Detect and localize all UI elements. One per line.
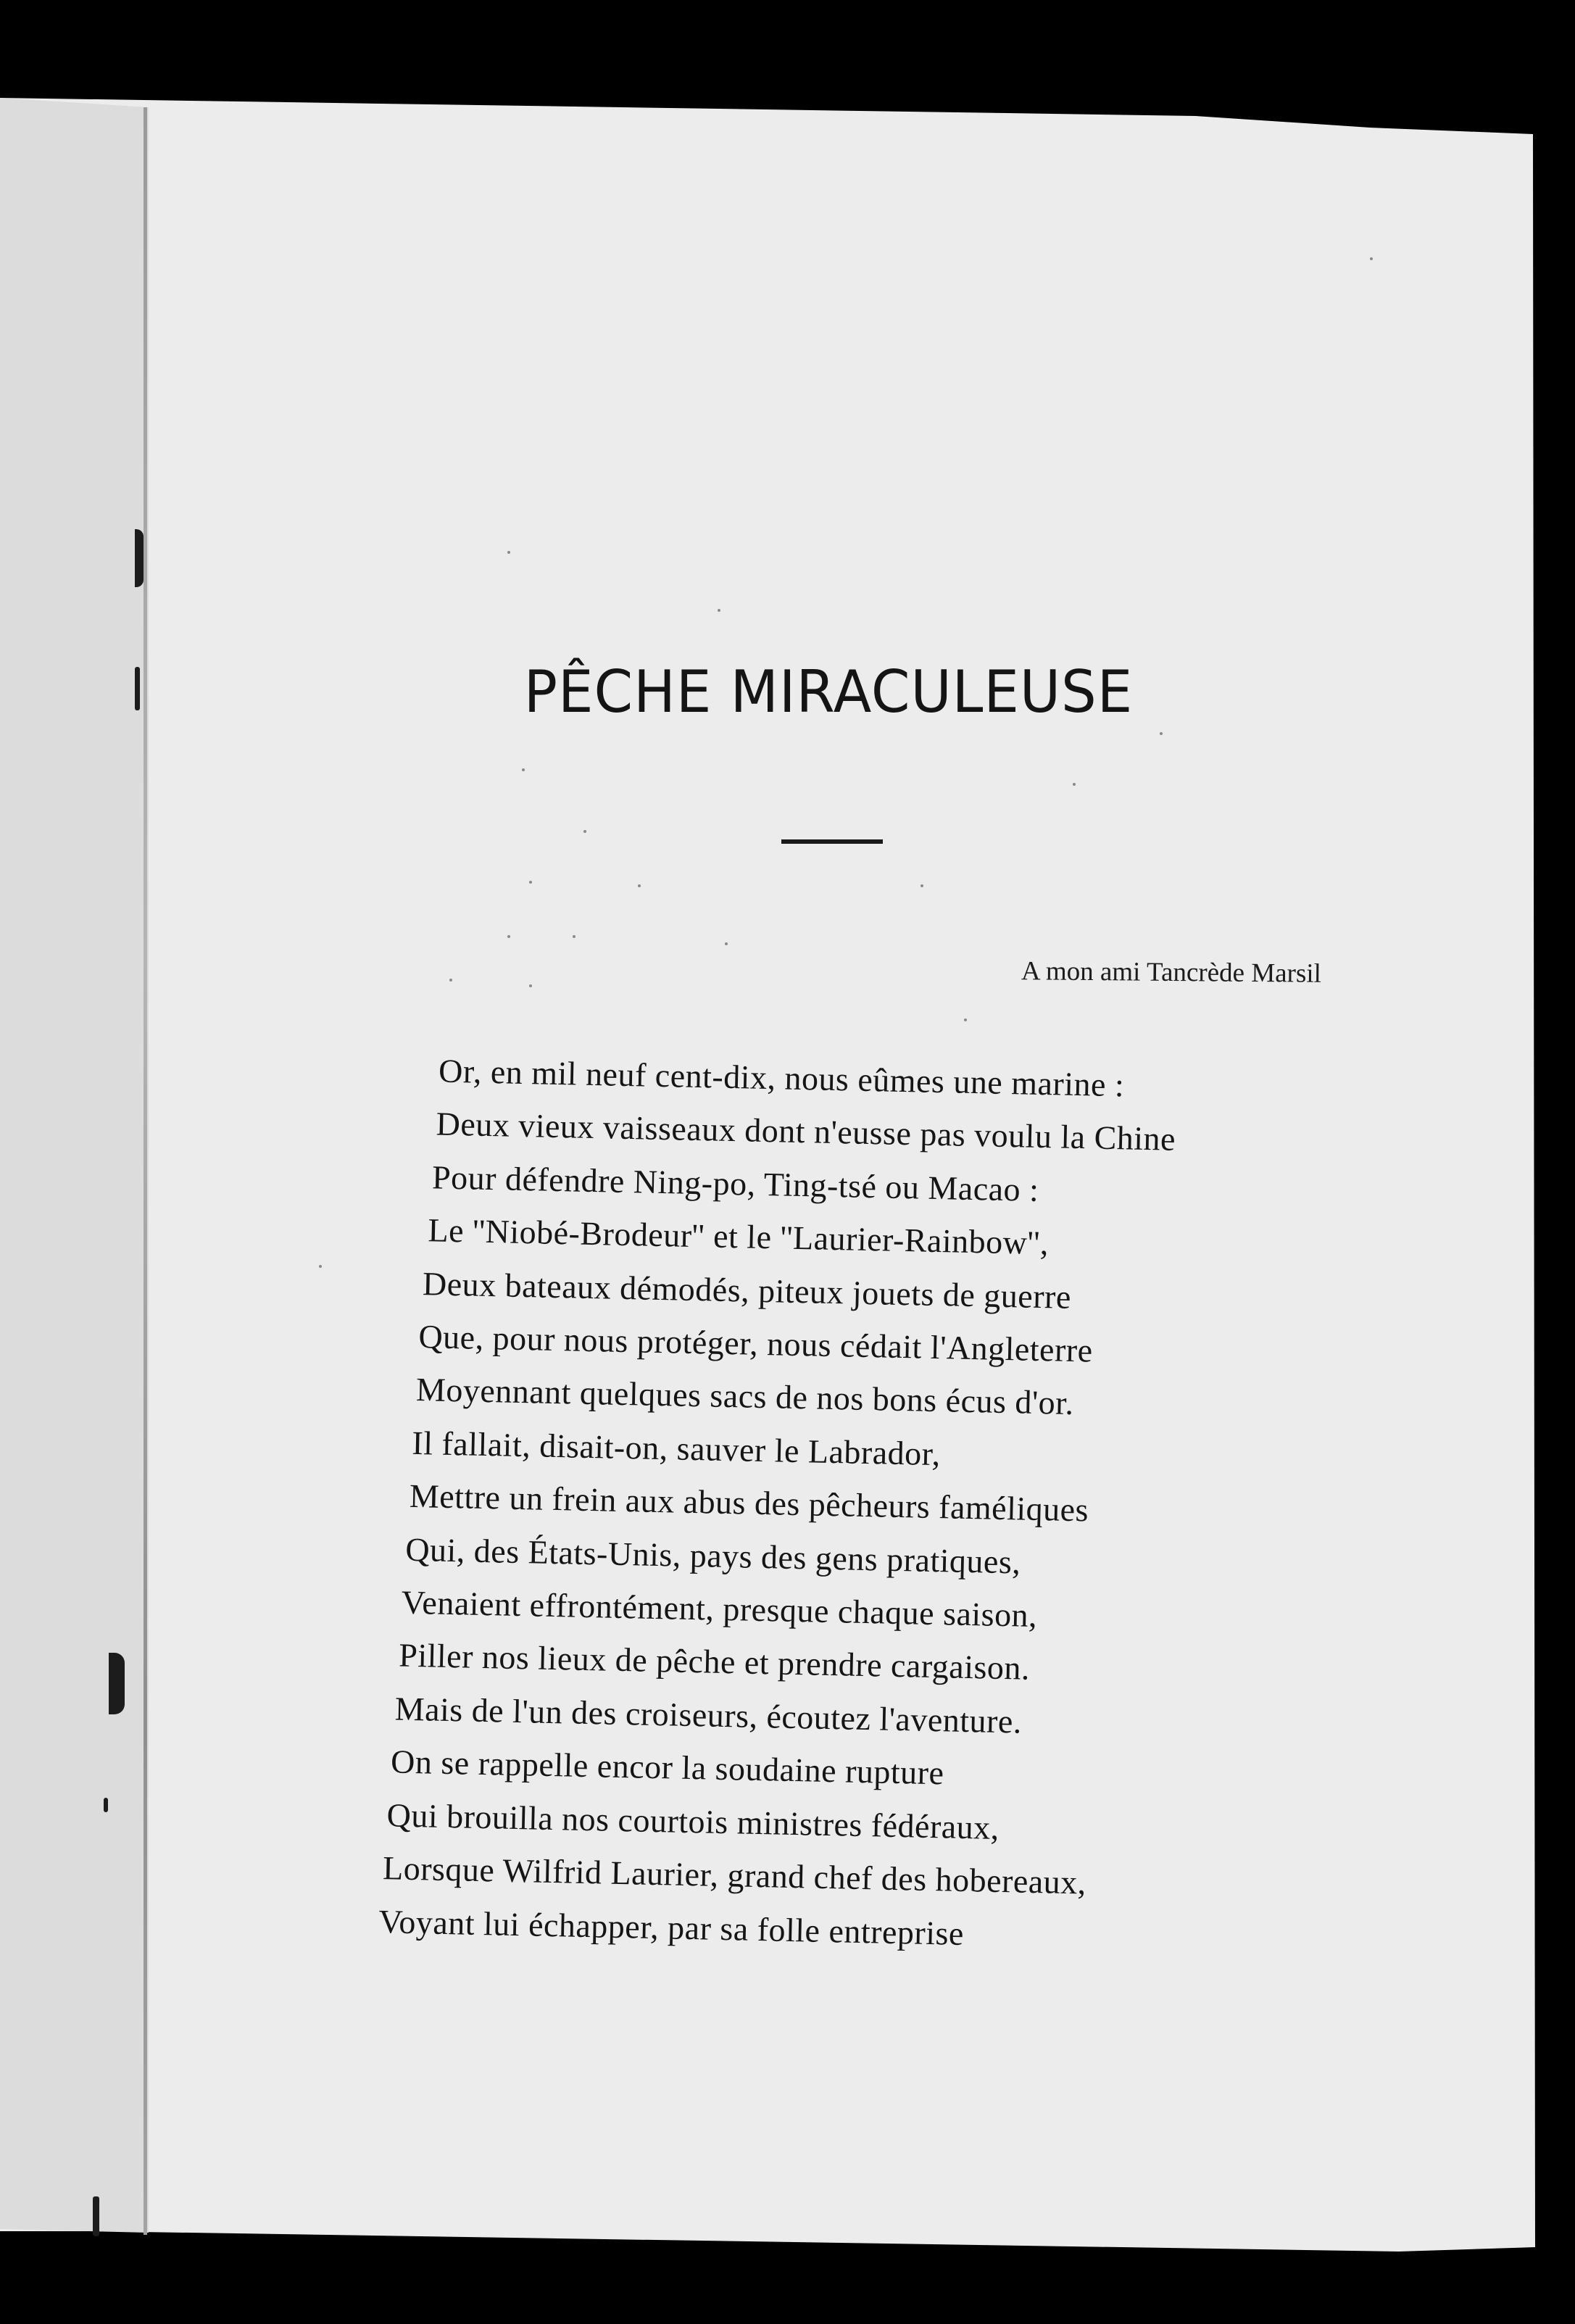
binding-mark xyxy=(93,2196,99,2236)
poem-line: Qui, des États-Unis, pays des gens pratiques, xyxy=(404,1530,1021,1581)
scan-speck xyxy=(964,1018,967,1021)
scan-speck xyxy=(529,984,532,987)
poem-line: Deux bateaux démodés, piteux jouets de guerre xyxy=(422,1264,1072,1316)
poem-line: Mais de l'un des croiseurs, écoutez l'aventure. xyxy=(394,1690,1023,1740)
binding-mark xyxy=(104,1798,108,1812)
scan-speck xyxy=(529,881,532,884)
scan-speck xyxy=(507,551,510,554)
poem-line: Or, en mil neuf cent-dix, nous eûmes une marine : xyxy=(438,1052,1125,1104)
scan-speck xyxy=(921,884,923,887)
scan-speck xyxy=(725,942,728,945)
poem-line: Qui brouilla nos courtois ministres fédéraux, xyxy=(386,1796,1000,1846)
poem-line: Voyant lui échapper, par sa folle entreprise xyxy=(378,1902,965,1952)
poem-line: Deux vieux vaisseaux dont n'eusse pas voulu la Chine xyxy=(436,1105,1176,1158)
scan-speck xyxy=(638,884,641,887)
binding-mark xyxy=(109,1653,125,1714)
scan-speck xyxy=(573,935,575,938)
scan-speck xyxy=(583,830,586,833)
title-rule xyxy=(781,839,883,844)
binding-line xyxy=(144,107,147,2235)
poem-line: Il fallait, disait-on, sauver le Labrador, xyxy=(411,1424,942,1472)
poem-line: Venaient effrontément, presque chaque saison, xyxy=(401,1583,1038,1635)
binding-strip xyxy=(0,94,149,2233)
poem-line: Piller nos lieux de pêche et prendre cargaison. xyxy=(398,1637,1031,1688)
scan-speck xyxy=(718,609,720,612)
scan-speck xyxy=(507,935,510,938)
poem-line: Pour défendre Ning-po, Ting-tsé ou Macao : xyxy=(431,1158,1039,1208)
poem-line: Moyennant quelques sacs de nos bons écus d'or. xyxy=(415,1371,1075,1422)
poem-line: Lorsque Wilfrid Laurier, grand chef des hobereaux, xyxy=(382,1849,1087,1901)
poem-line: Le ''Niobé-Brodeur'' et le ''Laurier-Rainbow'', xyxy=(428,1211,1050,1262)
scan-speck xyxy=(1160,732,1163,735)
poem-line: Mettre un frein aux abus des pêcheurs faméliques xyxy=(409,1477,1089,1529)
scan-speck xyxy=(522,768,525,771)
dedication: A mon ami Tancrède Marsil xyxy=(1021,956,1322,989)
scan-speck xyxy=(449,979,452,982)
poem-line: Que, pour nous protéger, nous cédait l'Angleterre xyxy=(418,1318,1094,1369)
page-title: PÊCHE MIRACULEUSE xyxy=(523,658,1134,726)
poem-line: On se rappelle encor la soudaine rupture xyxy=(390,1743,944,1792)
scan-speck xyxy=(1073,783,1076,786)
poem-body xyxy=(378,1044,1363,1968)
scan-speck xyxy=(1370,257,1373,260)
binding-mark xyxy=(135,529,144,587)
scan-speck xyxy=(319,1265,322,1268)
